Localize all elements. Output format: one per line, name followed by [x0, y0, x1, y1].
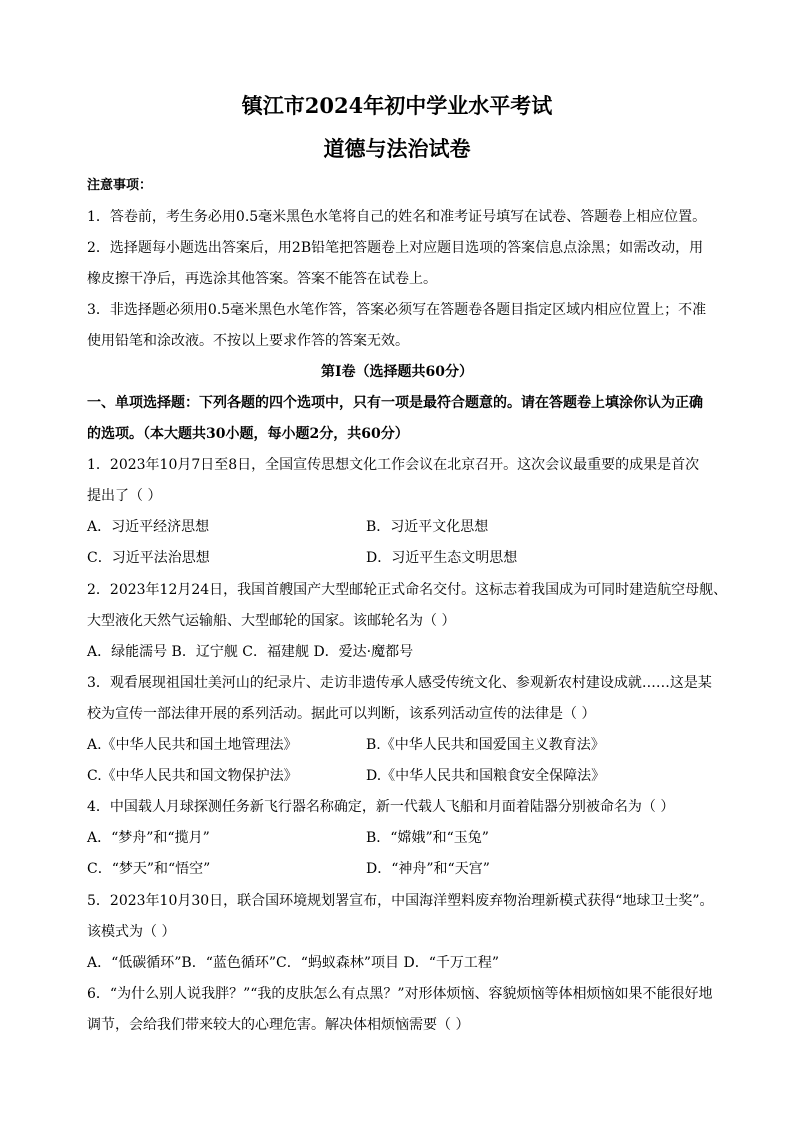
exam-subtitle: 道德与法治试卷 [323, 136, 471, 161]
notice-item-3-line-2: 使用铅笔和涂改液。不按以上要求作答的答案无效。 [87, 333, 409, 349]
question-3-stem-line-2: 校为宣传一部法律开展的系列活动。据此可以判断，该系列活动宣传的法律是（ ） [87, 706, 596, 722]
question-3-option-d: D.《中华人民共和国粮食安全保障法》 [366, 768, 606, 784]
exam-title: 镇江市2024年初中学业水平考试 [241, 93, 553, 118]
question-1-option-b: B．习近平文化思想 [366, 519, 489, 535]
notice-heading: 注意事项： [87, 178, 153, 193]
question-6-stem-line-2: 调节，会给我们带来较大的心理危害。解决体相烦恼需要（ ） [87, 1017, 470, 1033]
question-1-option-c: C．习近平法治思想 [87, 550, 210, 566]
notice-item-3-line-1: 3．非选择题必须用0.5毫米黑色水笔作答，答案必须写在答题卷各题目指定区域内相应位置上；不准 [87, 302, 707, 318]
part1-instructions-line-2: 的选项。（本大题共30小题，每小题2分，共60分） [87, 426, 409, 442]
question-1-stem-line-1: 1．2023年10月7日至8日，全国宣传思想文化工作会议在北京召开。这次会议最重要的成果是首次 [87, 457, 700, 473]
question-3-stem-line-1: 3．观看展现祖国壮美河山的纪录片、走访非遗传承人感受传统文化、参观新农村建设成就……这是某 [87, 675, 712, 691]
question-2-stem-line-1: 2．2023年12月24日，我国首艘国产大型邮轮正式命名交付。这标志着我国成为可同时建造航空母舰、 [87, 582, 728, 598]
question-4-stem: 4．中国载人月球探测任务新飞行器名称确定，新一代载人飞船和月面着陆器分别被命名为（ ） [87, 799, 675, 815]
part1-instructions-line-1: 一、单项选择题：下列各题的四个选项中，只有一项是最符合题意的。请在答题卷上填涂你认为正确 [87, 395, 703, 411]
question-2-options: A．绿能濡号 B．辽宁舰 C．福建舰 D．爱达·魔都号 [87, 644, 414, 660]
question-4-option-d: D．“神舟”和“天宫” [366, 861, 490, 877]
question-6-stem-line-1: 6．“为什么别人说我胖？”“我的皮肤怎么有点黑？”对形体烦恼、容貌烦恼等体相烦恼如果不能很好地 [87, 986, 713, 1002]
question-5-stem-line-2: 该模式为（ ） [87, 924, 176, 940]
question-1-option-a: A．习近平经济思想 [87, 519, 210, 535]
question-1-option-d: D．习近平生态文明思想 [366, 550, 518, 566]
section-title: 第Ⅰ卷（选择题共60分） [320, 364, 474, 380]
question-4-option-b: B．“嫦娥”和“玉兔” [366, 830, 489, 846]
notice-item-2-line-2: 橡皮擦干净后，再选涂其他答案。答案不能答在试卷上。 [87, 271, 437, 287]
question-3-option-b: B.《中华人民共和国爱国主义教育法》 [366, 737, 605, 753]
question-3-option-a: A.《中华人民共和国土地管理法》 [87, 737, 298, 753]
notice-item-2-line-1: 2．选择题每小题选出答案后，用2B铅笔把答题卷上对应题目选项的答案信息点涂黑；如需改动，用 [87, 240, 704, 256]
question-5-stem-line-1: 5．2023年10月30日，联合国环境规划署宣布，中国海洋塑料废弃物治理新模式获得“地球卫士奖”。 [87, 893, 714, 909]
question-5-options: A．“低碳循环”B．“蓝色循环”C．“蚂蚁森林”项目 D．“千万工程” [87, 955, 500, 971]
question-1-stem-line-2: 提出了（ ） [87, 488, 162, 504]
question-2-stem-line-2: 大型液化天然气运输船、大型邮轮的国家。该邮轮名为（ ） [87, 613, 456, 629]
question-3-option-c: C.《中华人民共和国文物保护法》 [87, 768, 298, 784]
notice-item-1: 1．答卷前，考生务必用0.5毫米黑色水笔将自己的姓名和准考证号填写在试卷、答题卷上相应位置。 [87, 209, 707, 225]
question-4-option-c: C．“梦天”和“悟空” [87, 861, 211, 877]
question-4-option-a: A．“梦舟”和“揽月” [87, 830, 210, 846]
